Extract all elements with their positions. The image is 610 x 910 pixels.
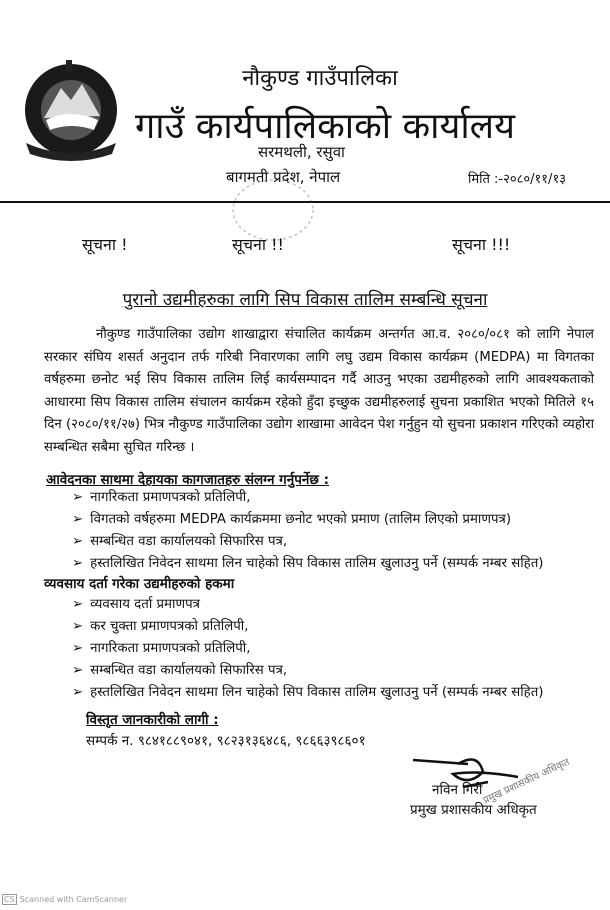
list-item: ➢ हस्तलिखित निवेदन साथमा लिन चाहेको सिप विकास तालिम खुलाउनु पर्ने (सम्पर्क नम्बर सहित) [72, 682, 543, 704]
scanner-text: Scanned with CamScanner [19, 895, 128, 904]
list-item: ➢ कर चुक्ता प्रमाणपत्रको प्रतिलिपी, [72, 616, 543, 638]
signature-stamp-text: प्रमुख प्रशासकीय अधिकृत [481, 756, 572, 807]
signatory-title: प्रमुख प्रशासकीय अधिकृत [410, 802, 537, 818]
list-item: ➢ नागरिकता प्रमाणपत्रको प्रतिलिपी, [72, 487, 543, 509]
notice-word-2: सूचना !! [232, 235, 284, 254]
scanner-watermark [2, 895, 127, 904]
signature [408, 752, 572, 807]
list-item: ➢ विगतको वर्षहरुमा MEDPA कार्यक्रममा छनोट भएको प्रमाण (तालिम लिएको प्रमाणपत्र) [72, 509, 543, 531]
list-item: ➢ सम्बन्धित वडा कार्यालयको सिफारिस पत्र, [72, 531, 543, 553]
address-line2: बागमती प्रदेश, नेपाल [226, 168, 341, 186]
notice-word-3: सूचना !!! [452, 235, 511, 254]
list-item: ➢ सम्बन्धित वडा कार्यालयको सिफारिस पत्र, [72, 660, 543, 682]
notice-body: नौकुण्ड गाउँपालिका उद्योग शाखाद्वारा संचालित कार्यक्रम अन्तर्गत आ.व. २०८०/०८१ को लागि नेपाल सरकार संघिय शसर्त अनुदान तर्फ गरिबी निवारणका लागि लघु उद्यम विकास कार्यक्रम (MEDPA) मा विगतका वर्षहरुमा छनोट भई सिप विकास तालिम लिई कार्यसम्पादन गर्दै आउनु भएका उद्यमीहरुको लागि आवश्यकताको आधारमा सिप विकास तालिम संचालन कार्यक्रम रहेको हुँदा इच्छुक उद्यमीहरुलाई सुचना प्रकाशित भएको मितिले १५ दिन (२०८०/११/२७) भित्र नौकुण्ड गाउँपालिका उद्योग शाखामा आवेदन पेश गर्नुहुन यो सुचना प्रकाशन गरिएको व्यहोरा सम्बन्धित सबैमा सुचित गरिन्छ । [44, 327, 594, 455]
contact-heading: विस्तृत जानकारीको लागी : [86, 712, 219, 728]
office-name: गाउँ कार्यपालिकाको कार्यालय [135, 106, 515, 147]
list-item: ➢ व्यवसाय दर्ता प्रमाणपत्र [72, 594, 543, 616]
requirements-list [72, 487, 543, 575]
list-item: ➢ नागरिकता प्रमाणपत्रको प्रतिलिपी, [72, 638, 543, 660]
date: मिति :-२०८०/११/१३ [468, 172, 566, 187]
address-line1: सरमथली, रसुवा [258, 143, 345, 161]
notice-subject: पुरानो उद्यमीहरुका लागि सिप विकास तालिम सम्बन्धि सूचना [122, 290, 488, 310]
registered-business-list [72, 594, 543, 704]
signatory-name: नविन गिरी [432, 782, 483, 798]
municipality-name: नौकुण्ड गाउँपालिका [242, 66, 398, 91]
registered-business-heading: व्यवसाय दर्ता गरेका उद्यमीहरुको हकमा [44, 576, 235, 592]
camscanner-icon: CS [4, 895, 15, 904]
list-item: ➢ हस्तलिखित निवेदन साथमा लिन चाहेको सिप विकास तालिम खुलाउनु पर्ने (सम्पर्क नम्बर सहित) [72, 553, 543, 575]
requirements-heading: आवेदनका साथमा देहायका कागजातहरु संलग्न गर्नुपर्नेछ : [46, 472, 329, 488]
contact-phones: सम्पर्क न. ९८४१८८९०४१, ९८२३१३६४८६, ९८६६३९८६०१ [86, 733, 366, 749]
notice-word-1: सूचना ! [82, 235, 128, 254]
